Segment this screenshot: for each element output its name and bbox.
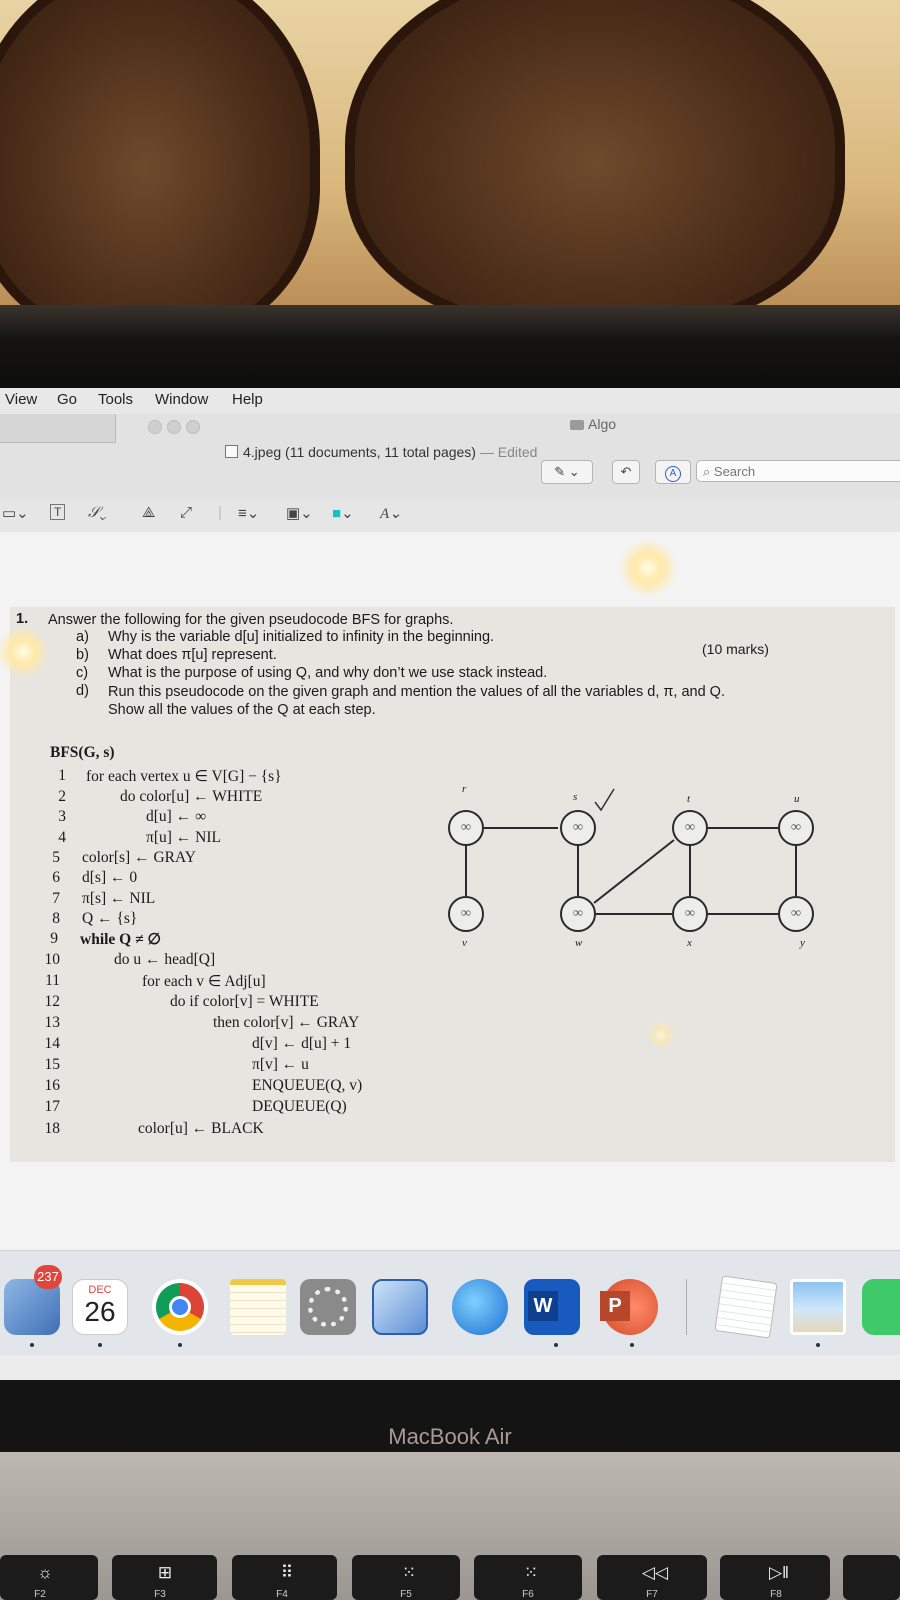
line-number: 5: [52, 849, 60, 866]
code-line: do if color[v] = WHITE: [170, 993, 319, 1010]
code-line: for each v ∈ Adj[u]: [142, 973, 266, 990]
line-number: 18: [44, 1120, 60, 1137]
screen: [0, 388, 900, 1380]
label-u: u: [794, 793, 800, 805]
line-number: 6: [52, 869, 60, 886]
background-wall: [0, 0, 900, 315]
calendar-day: 26: [84, 1296, 116, 1327]
label-r: r: [462, 783, 467, 795]
line-number: 16: [44, 1077, 60, 1094]
code-line: π[u] ← NIL: [146, 829, 221, 846]
window-controls: [148, 420, 205, 439]
text-document-icon[interactable]: [714, 1275, 777, 1338]
code-line: while Q ≠ ∅: [80, 931, 161, 948]
code-line: color[s] ← GRAY: [82, 849, 196, 866]
border-color-icon[interactable]: ▣⌄: [286, 505, 313, 522]
key-label: F7: [646, 1589, 658, 1600]
line-number: 11: [45, 972, 60, 989]
code-line: d[s] ← 0: [82, 869, 138, 886]
code-line: ENQUEUE(Q, v): [252, 1077, 363, 1094]
label-y: y: [800, 937, 805, 949]
code-line: do color[u] ← WHITE: [120, 788, 263, 805]
play-pause-icon: ▷ǁ: [768, 1563, 790, 1582]
part-label-a: a): [76, 629, 89, 645]
code-line: then color[v] ← GRAY: [213, 1014, 360, 1031]
toolbar-divider: |: [218, 504, 222, 521]
menu-view[interactable]: View: [5, 391, 38, 408]
powerpoint-app-icon[interactable]: [602, 1279, 658, 1335]
document-page: [10, 607, 895, 1162]
label-x: x: [687, 937, 692, 949]
mission-control-icon: ⊞: [157, 1563, 173, 1582]
key-label: F4: [276, 1589, 288, 1600]
network-utility-icon[interactable]: [452, 1279, 508, 1335]
line-number: 1: [58, 767, 66, 784]
key-label: F8: [770, 1589, 782, 1600]
line-number: 8: [52, 910, 60, 927]
running-indicator: [816, 1343, 820, 1347]
text-tool-icon[interactable]: T: [50, 504, 65, 520]
dock-divider: [686, 1279, 687, 1335]
calendar-month: DEC: [88, 1284, 112, 1296]
folder-label: Algo: [570, 416, 616, 432]
rotate-button[interactable]: ↶: [612, 460, 640, 484]
search-input[interactable]: ⌕ Search: [696, 460, 900, 482]
check-mark-icon: [595, 789, 614, 810]
markup-toolbar: [0, 498, 900, 533]
light-glare: [620, 540, 676, 596]
key-label: F5: [400, 1589, 412, 1600]
key-f9[interactable]: [843, 1555, 900, 1600]
fill-color-icon[interactable]: ■⌄: [332, 505, 354, 522]
key-label: F2: [34, 1589, 46, 1600]
minimize-button[interactable]: [167, 420, 181, 434]
calendar-app-icon[interactable]: [72, 1279, 128, 1335]
word-app-icon[interactable]: [524, 1279, 580, 1335]
document-canvas: [0, 532, 900, 1252]
device-brand: MacBook Air: [388, 1424, 512, 1449]
brightness-icon: ☼: [37, 1563, 53, 1582]
code-line: π[v] ← u: [252, 1056, 309, 1073]
running-indicator: [554, 1343, 558, 1347]
key-label: F3: [154, 1589, 166, 1600]
code-line: d[v] ← d[u] + 1: [252, 1035, 352, 1052]
cube-app-icon[interactable]: [372, 1279, 428, 1335]
node-y: ∞: [778, 896, 814, 932]
menu-window[interactable]: Window: [155, 391, 209, 408]
node-s: ∞: [560, 810, 596, 846]
shapes-tool-icon[interactable]: ▭⌄: [2, 505, 29, 522]
part-text-a: Why is the variable d[u] initialized to infinity in the beginning.: [108, 629, 495, 645]
light-glare: [648, 1022, 674, 1048]
node-r: ∞: [448, 810, 484, 846]
signature-tool-icon[interactable]: 𝒮⌄: [88, 504, 107, 521]
code-line: color[u] ← BLACK: [138, 1120, 264, 1137]
close-button[interactable]: [148, 420, 162, 434]
line-number: 9: [50, 930, 58, 947]
chair-back-right: [345, 0, 845, 330]
line-number: 15: [44, 1056, 60, 1073]
mail-badge: 237: [34, 1265, 62, 1289]
keyboard-light-up-icon: ⁙: [523, 1563, 539, 1582]
node-t: ∞: [672, 810, 708, 846]
running-indicator: [178, 1343, 182, 1347]
question-number: 1.: [16, 611, 29, 627]
part-text-b: What does π[u] represent.: [108, 647, 277, 663]
pseudocode-title: BFS(G, s): [50, 744, 115, 761]
powerpoint-letter: P: [600, 1291, 630, 1321]
code-line: do u ← head[Q]: [114, 951, 216, 968]
chair-back-left: [0, 0, 320, 340]
code-line: DEQUEUE(Q): [252, 1098, 347, 1115]
highlight-button[interactable]: ✎ ⌄: [541, 460, 593, 484]
question-marks: (10 marks): [702, 641, 769, 657]
text-style-icon[interactable]: A⌄: [380, 506, 402, 522]
zoom-button[interactable]: [186, 420, 200, 434]
line-number: 7: [52, 890, 60, 907]
rewind-icon: ◁◁: [641, 1563, 669, 1582]
part-text-d: Run this pseudocode on the given graph and mention the values of all the variables d, π, and Q.: [108, 684, 725, 700]
menu-help[interactable]: Help: [232, 391, 263, 408]
line-number: 4: [58, 829, 66, 846]
notes-app-icon[interactable]: [230, 1279, 286, 1335]
code-line: for each vertex u ∈ V[G] − {s}: [86, 768, 282, 785]
code-line: Q ← {s}: [82, 910, 138, 927]
line-number: 12: [44, 993, 60, 1010]
folder-icon: [570, 420, 584, 430]
preview-app-icon[interactable]: [790, 1279, 846, 1335]
launchpad-icon: ⠿: [280, 1563, 294, 1582]
part-text-c: What is the purpose of using Q, and why don’t we use stack instead.: [108, 665, 548, 681]
menu-go[interactable]: Go: [57, 391, 78, 408]
window-titlebar: [0, 414, 900, 499]
system-preferences-icon[interactable]: [300, 1279, 356, 1335]
menu-tools[interactable]: Tools: [98, 391, 134, 408]
key-label: F6: [522, 1589, 534, 1600]
label-t: t: [687, 793, 691, 805]
code-line: π[s] ← NIL: [82, 890, 156, 907]
code-line: d[u] ← ∞: [146, 808, 207, 825]
part-label-b: b): [76, 647, 89, 663]
node-u: ∞: [778, 810, 814, 846]
running-indicator: [630, 1343, 634, 1347]
document-title: 4.jpeg (11 documents, 11 total pages) — Edited: [225, 444, 537, 460]
graph-edges: [10, 607, 895, 1162]
label-w: w: [575, 937, 583, 949]
line-number: 2: [58, 788, 66, 805]
node-x: ∞: [672, 896, 708, 932]
document-icon: [225, 445, 238, 458]
chrome-app-icon[interactable]: [152, 1279, 208, 1335]
running-indicator: [30, 1343, 34, 1347]
line-style-icon[interactable]: ≡⌄: [238, 505, 260, 522]
adjust-color-icon[interactable]: ⟁: [142, 504, 156, 521]
line-number: 13: [44, 1014, 60, 1031]
part-label-d: d): [76, 683, 89, 699]
part-label-c: c): [76, 665, 89, 681]
sidebar-panel: [0, 414, 116, 443]
messages-app-icon[interactable]: [862, 1279, 900, 1335]
markup-toggle-button[interactable]: [655, 460, 691, 484]
label-s: s: [573, 791, 578, 803]
adjust-size-icon[interactable]: ⤢: [180, 504, 193, 521]
line-number: 14: [44, 1035, 60, 1052]
markup-icon: A: [665, 466, 681, 482]
gear-icon: [308, 1287, 348, 1327]
edge-w-t: [594, 840, 674, 903]
part-text-d-continued: Show all the values of the Q at each step.: [108, 702, 376, 718]
menu-bar: [0, 388, 900, 414]
label-v: v: [462, 937, 467, 949]
dock: [0, 1250, 900, 1355]
node-w: ∞: [560, 896, 596, 932]
word-letter: W: [528, 1291, 558, 1321]
chrome-center: [169, 1296, 191, 1318]
question-prompt: Answer the following for the given pseudocode BFS for graphs.: [48, 612, 454, 628]
screen-bezel: [0, 305, 900, 390]
mail-app-icon[interactable]: [4, 1269, 60, 1335]
search-icon: ⌕: [703, 464, 711, 479]
line-number: 3: [58, 808, 66, 825]
line-number: 10: [44, 951, 60, 968]
keyboard-light-down-icon: ⁙: [401, 1563, 417, 1582]
node-v: ∞: [448, 896, 484, 932]
line-number: 17: [44, 1098, 60, 1115]
running-indicator: [98, 1343, 102, 1347]
